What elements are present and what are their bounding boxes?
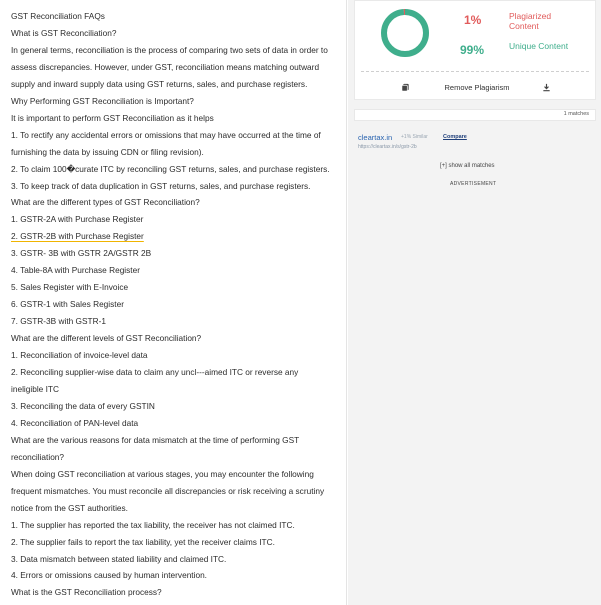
editor-line: frequent mismatches. You must reconcile all discrepancies or risk receiving a scrutiny <box>11 485 325 496</box>
editor-line: furnishing the data by issuing CDN or filing revision). <box>11 146 204 157</box>
donut-unique-arc <box>384 12 426 54</box>
editor-line: 6. GSTR-1 with Sales Register <box>11 299 124 310</box>
editor-line: In general terms, reconciliation is the process of comparing two sets of data in order to <box>11 44 328 55</box>
compare-link[interactable]: Compare <box>443 134 467 140</box>
editor-line: 3. Data mismatch between stated liability and claimed ITC. <box>11 553 227 564</box>
editor-line: 1. The supplier has reported the tax liability, the receiver has not claimed ITC. <box>11 519 295 530</box>
editor-line: What is GST Reconciliation? <box>11 27 117 38</box>
download-icon[interactable] <box>539 80 553 94</box>
editor-line: 2. Reconciling supplier-wise data to claim any uncl---aimed ITC or reverse any <box>11 367 299 378</box>
editor-line: What are the different levels of GST Reconciliation? <box>11 333 202 344</box>
editor-line: It is important to perform GST Reconciliation as it helps <box>11 112 214 123</box>
results-panel <box>348 0 601 605</box>
editor-line: 3. Reconciling the data of every GSTIN <box>11 400 155 411</box>
editor-line: 1. To rectify any accidental errors or omissions that may have occurred at the time of <box>11 129 321 140</box>
uniqueness-donut-chart <box>379 7 431 59</box>
editor-line: ineligible ITC <box>11 383 59 394</box>
match-item <box>358 133 594 153</box>
editor-line: What are the various reasons for data mismatch at the time of performing GST <box>11 434 300 445</box>
plagiarized-label: Plagiarized Content <box>509 11 552 31</box>
editor-line: 4. Table-8A with Purchase Register <box>11 265 140 276</box>
results-toolbar <box>355 78 595 96</box>
editor-line: 7. GSTR-3B with GSTR-1 <box>11 316 106 327</box>
editor-line: When doing GST reconciliation at various stages, you may encounter the following <box>11 468 314 479</box>
editor-line: What are the different types of GST Reconciliation? <box>11 197 200 208</box>
editor-line: 2. GSTR-2B with Purchase Register <box>11 231 144 242</box>
match-similarity-badge: +1% Similar <box>401 134 428 140</box>
editor-line: Why Performing GST Reconciliation is Important? <box>11 95 194 106</box>
editor-line: GST Reconciliation FAQs <box>11 11 105 21</box>
editor-line: 3. To keep track of data duplication in GST returns, sales, and purchase registers. <box>11 180 311 191</box>
editor-line: 2. To claim 100�curate ITC by reconciling GST returns, sales, and purchase registers. <box>11 163 330 174</box>
editor-line: 5. Sales Register with E-Invoice <box>11 282 129 293</box>
editor-line: 2. The supplier fails to report the tax liability, yet the receiver claims ITC. <box>11 536 275 547</box>
unique-label: Unique Content <box>509 41 569 51</box>
copy-icon[interactable] <box>398 80 412 94</box>
unique-percent: 99% <box>460 43 485 57</box>
editor-line: What is the GST Reconciliation process? <box>11 587 162 598</box>
match-url[interactable]: https://cleartax.in/s/gstr-2b <box>358 144 417 150</box>
editor-line: 1. GSTR-2A with Purchase Register <box>11 214 144 225</box>
matches-count: 1 matches <box>563 111 589 117</box>
editor-line: 3. GSTR- 3B with GSTR 2A/GSTR 2B <box>11 248 152 259</box>
score-card <box>354 0 596 100</box>
match-domain-link[interactable]: cleartax.in <box>358 133 393 142</box>
advertisement-label: ADVERTISEMENT <box>450 181 497 187</box>
divider <box>361 71 589 72</box>
editor-line: assess discrepancies. However, under GST, reconciliation means matching outward <box>11 61 320 72</box>
editor-line: notice from the GST authorities. <box>11 502 128 513</box>
editor-line: 1. Reconciliation of invoice-level data <box>11 350 148 361</box>
editor-line: 4. Errors or omissions caused by human intervention. <box>11 570 207 581</box>
editor-line: supply and inward supply data using GST returns, sales, and purchase registers. <box>11 78 308 89</box>
show-all-matches-link[interactable]: [+] show all matches <box>440 163 495 169</box>
matches-header <box>354 109 596 121</box>
editor-line: 4. Reconciliation of PAN-level data <box>11 417 139 428</box>
editor-line: reconciliation? <box>11 451 65 462</box>
plagiarized-percent: 1% <box>464 13 482 27</box>
remove-plagiarism-button[interactable]: Remove Plagiarism <box>433 78 521 96</box>
